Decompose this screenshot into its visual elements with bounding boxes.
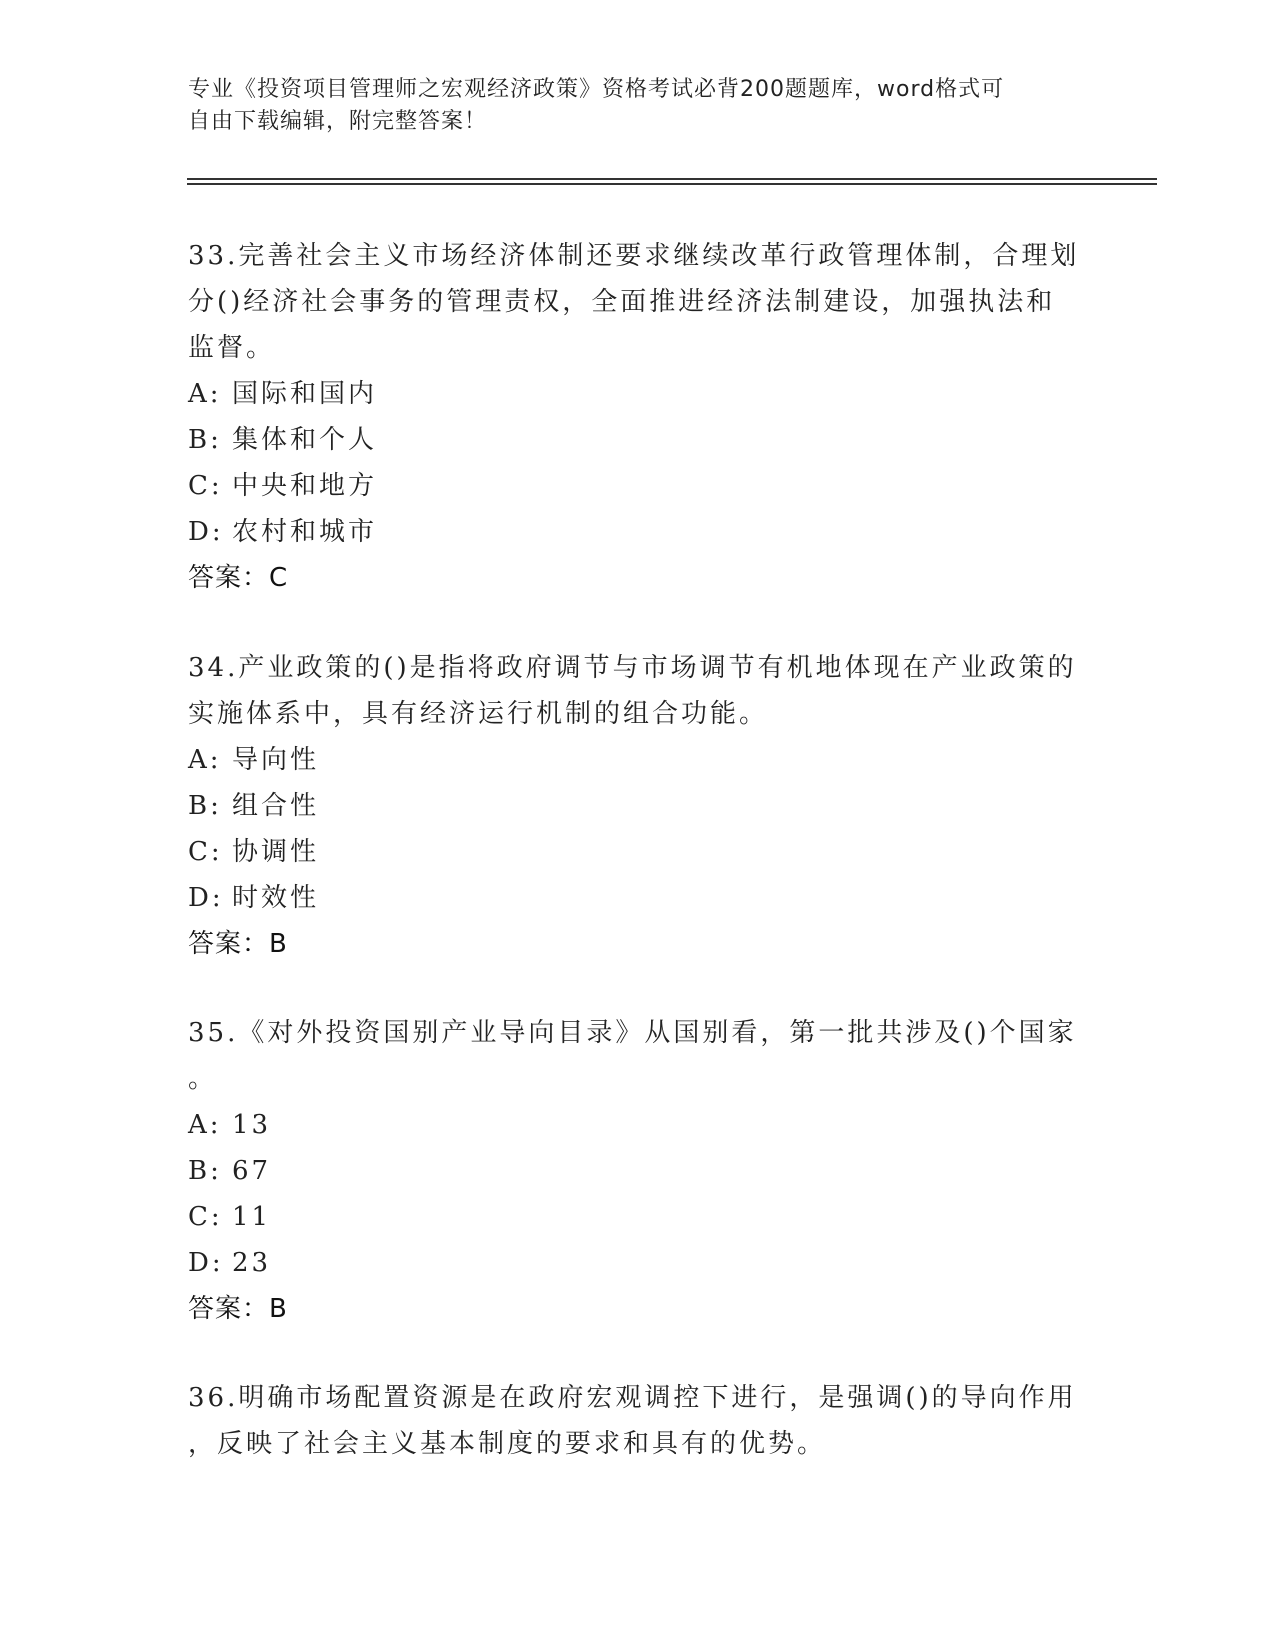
answer-line: 答案：B [188,1294,288,1324]
option-text: 农村和城市 [232,517,378,547]
stem-line: 。 [188,1064,218,1094]
option-b [188,417,1088,463]
option-b [188,783,1088,829]
option-key: C: [188,1202,223,1232]
header-divider [187,183,1157,185]
option-text: 时效性 [232,883,320,913]
option-key: A: [188,379,222,409]
option-text: 集体和个人 [232,425,378,455]
option-c [188,829,1088,875]
question-stem [188,645,1088,737]
stem-line: 36.明确市场配置资源是在政府宏观调控下进行，是强调()的导向作用 [188,1383,1077,1413]
header-divider [187,178,1157,180]
question-36 [188,1375,1088,1467]
option-text: 导向性 [232,745,320,775]
option-a [188,371,1088,417]
option-key: D: [188,517,224,547]
document-header [188,74,1078,138]
stem-line: 33.完善社会主义市场经济体制还要求继续改革行政管理体制，合理划 [188,241,1080,271]
header-line: 自由下载编辑，附完整答案！ [188,109,488,134]
answer-line: 答案：B [188,929,288,959]
stem-line: 35.《对外投资国别产业导向目录》从国别看，第一批共涉及()个国家 [188,1018,1077,1048]
option-b [188,1148,1088,1194]
question-stem [188,1375,1088,1467]
option-text: 13 [232,1110,272,1140]
option-key: C: [188,471,223,501]
option-key: D: [188,883,224,913]
stem-line: 34.产业政策的()是指将政府调节与市场调节有机地体现在产业政策的 [188,653,1077,683]
option-key: B: [188,791,222,821]
option-d [188,875,1088,921]
question-34 [188,645,1088,967]
answer-line: 答案：C [188,563,289,593]
stem-line: 监督。 [188,333,276,363]
stem-line: 分()经济社会事务的管理责权，全面推进经济法制建设，加强执法和 [188,287,1056,317]
option-text: 23 [232,1248,272,1278]
option-text: 11 [232,1202,272,1232]
option-a [188,737,1088,783]
option-text: 67 [232,1156,272,1186]
option-d [188,509,1088,555]
stem-line: 实施体系中，具有经济运行机制的组合功能。 [188,699,769,729]
option-c [188,463,1088,509]
option-key: A: [188,745,222,775]
option-key: D: [188,1248,224,1278]
question-stem [188,1010,1088,1102]
question-33 [188,233,1088,601]
option-key: B: [188,425,222,455]
question-35 [188,1010,1088,1332]
option-key: A: [188,1110,222,1140]
option-text: 中央和地方 [232,471,378,501]
option-d [188,1240,1088,1286]
option-key: C: [188,837,223,867]
option-a [188,1102,1088,1148]
question-stem [188,233,1088,371]
option-text: 组合性 [232,791,320,821]
stem-line: ，反映了社会主义基本制度的要求和具有的优势。 [188,1429,827,1459]
header-line: 专业《投资项目管理师之宏观经济政策》资格考试必背200题题库，word格式可 [188,77,1005,102]
option-text: 协调性 [232,837,320,867]
option-text: 国际和国内 [232,379,378,409]
option-c [188,1194,1088,1240]
option-key: B: [188,1156,222,1186]
